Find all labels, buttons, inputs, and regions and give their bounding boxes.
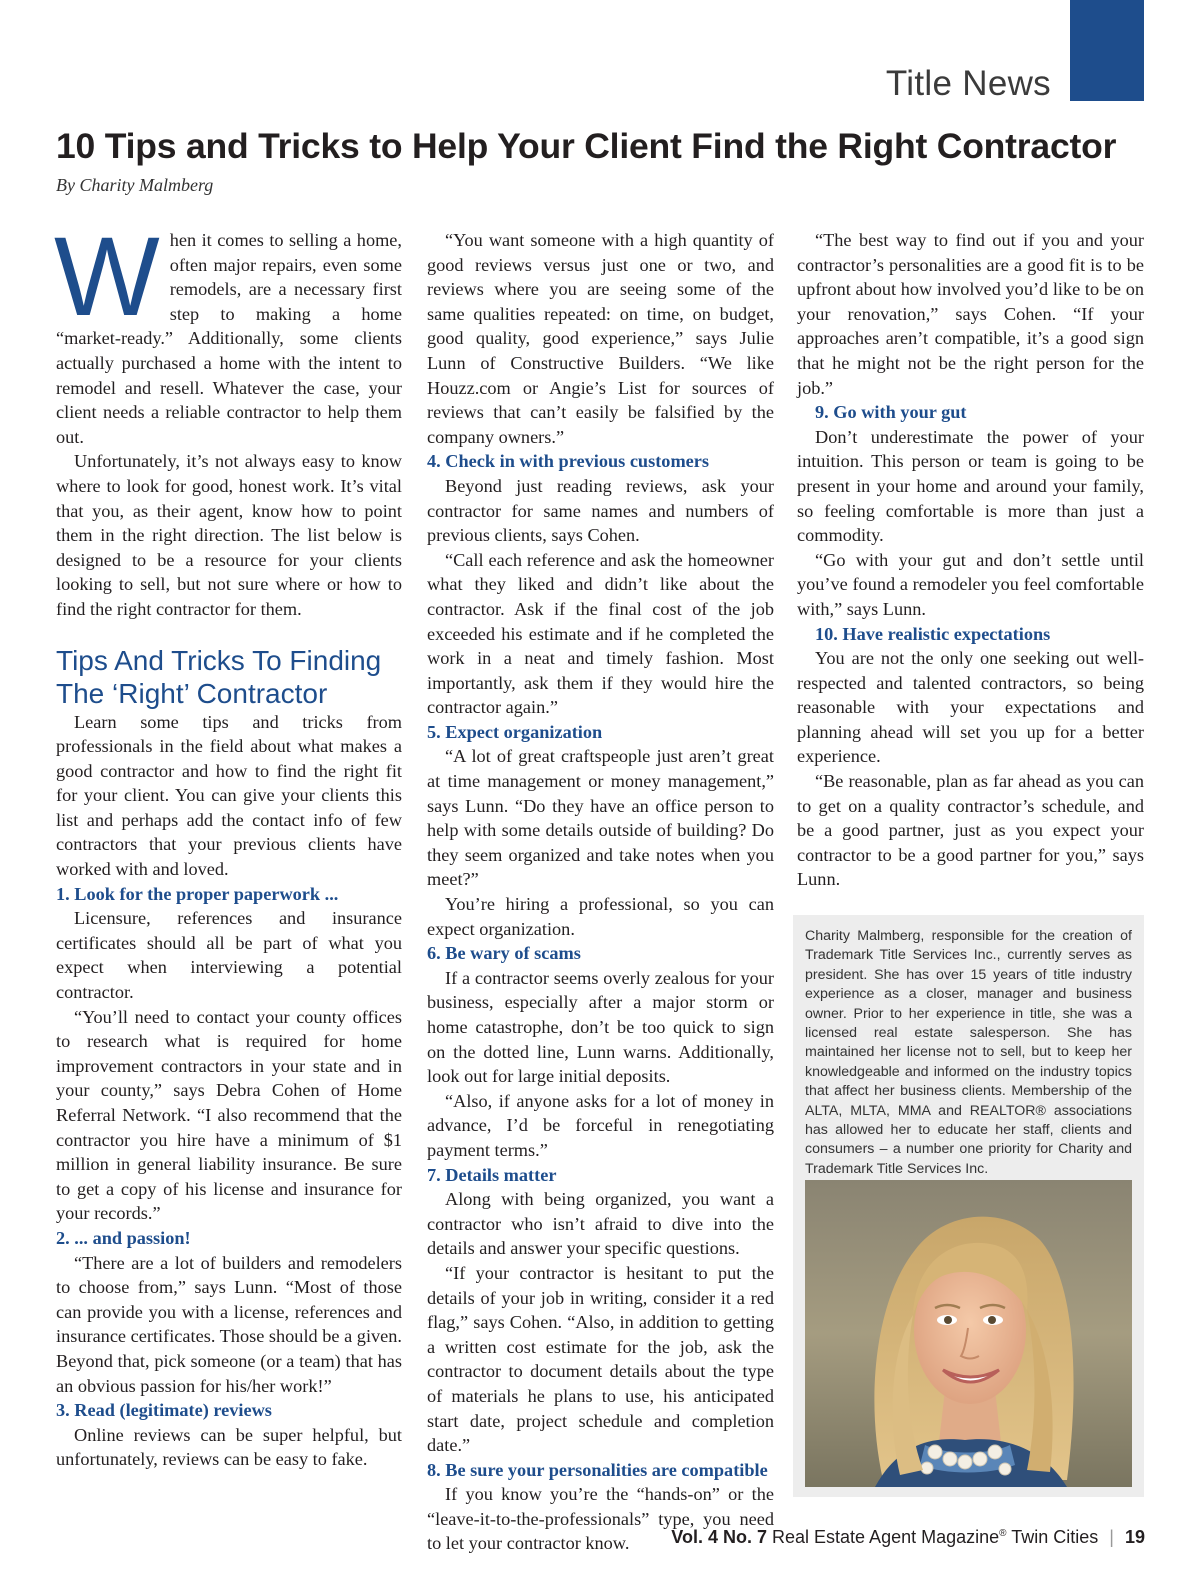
body-paragraph: Beyond just reading reviews, ask your contractor for same names and numbers of previous clients, says Cohen. [427, 475, 774, 546]
body-paragraph: “Also, if anyone asks for a lot of money in advance, I’d be forceful in renegotiating payment terms.” [427, 1090, 774, 1160]
author-bio: Charity Malmberg, responsible for the creation of Trademark Title Services Inc., currently serves as president. She has over 15 years of title industry experience as a closer, manager and business owner. Prior to her experience in title, she was a licensed real estate salesperson. She has maintained her license not to sell, but to keep her knowledgeable and informed on the industry topics that affect her business clients. Membership of the ALTA, MLTA, MMA and REALTOR® associations has allowed her to educate her staff, clients and consumers – a number one priority for Charity and Trademark Title Services Inc. [805, 928, 1132, 1177]
author-photo [805, 1180, 1132, 1487]
body-paragraph: “Call each reference and ask the homeowner what they liked and didn’t like about the contractor. Ask if the final cost of the job exceeded his estimate and if he completed the work in a neat and timely fashion. Most importantly, ask them if they would hire the contractor again.” [427, 549, 774, 718]
body-paragraph: Online reviews can be super helpful, but unfortunately, reviews can be easy to fake. [56, 1424, 402, 1470]
registered-mark: ® [999, 1528, 1007, 1539]
magazine-name: Real Estate Agent Magazine [772, 1527, 1000, 1547]
drop-cap: W [54, 214, 160, 339]
body-paragraph: “You’ll need to contact your county offices to research what is required for home improvement contractors in your state and in your county,” says Debra Cohen of Home Referral Network. “I also recommend that the contractor you hire have a minimum of $1 million in general liability insurance. Be sure to get a copy of his license and insurance for your records.” [56, 1006, 402, 1224]
tip-heading-9: 9. Go with your gut [815, 402, 967, 423]
body-paragraph: “A lot of great craftspeople just aren’t great at time management or money management,” says Lunn. “Do they have an office person to help with some details outside of building? Do they seem organized and take notes when you meet?” [427, 746, 774, 890]
body-paragraph: Licensure, references and insurance certificates should all be part of what you expect when interviewing a potential contractor. [56, 908, 402, 1003]
body-paragraph: “If your contractor is hesitant to put the details of your job in writing, consider it a red flag,” says Cohen. “Also, in addition to getting a written cost estimate for the job, ask the contractor to document details about the type of materials he plans to use, his anticipated start date, project schedule and completion date.” [427, 1262, 774, 1456]
tip-heading-2: 2. ... and passion! [56, 1227, 191, 1248]
body-paragraph: If a contractor seems overly zealous for your business, especially after a major storm or home catastrophe, don’t be too quick to sign on the dotted line, Lunn warns. Additionally, look out for large initial deposits. [427, 967, 774, 1087]
body-paragraph: You’re hiring a professional, so you can expect organization. [427, 894, 774, 939]
intro-paragraph: hen it comes to selling a home, often major repairs, even some remodels, are a necessary first step to making a home “market-ready.” Additionally, some clients actually purchased a home with the intent to remodel and resell. Whatever the case, your client needs a reliable contractor to help them out. [56, 230, 402, 447]
tip-heading-7: 7. Details matter [427, 1164, 557, 1185]
intro-paragraph: Unfortunately, it’s not always easy to know where to look for good, honest work. It’s vital that you, as their agent, know how to point them in the right direction. The list below is designed to be a resource for your clients looking to sell, but not sure where or how to find the right contractor for them. [56, 451, 402, 619]
section-label: Title News [885, 64, 1051, 103]
column-1 [54, 214, 402, 1472]
tip-heading-10: 10. Have realistic expectations [815, 623, 1051, 644]
body-paragraph: “Be reasonable, plan as far ahead as you can to get on a quality contractor’s schedule, and be a good partner, just as you expect your contractor to be a good partner for you,” says Lunn. [797, 771, 1144, 890]
section-color-tab [1070, 0, 1144, 101]
region-name: Twin Cities [1011, 1527, 1099, 1547]
body-paragraph: You are not the only one seeking out well-respected and talented contractors, so being reasonable with your expectations and planning ahead will set you up for a better experience. [797, 648, 1144, 767]
column-2 [427, 228, 774, 1556]
tip-heading-6: 6. Be wary of scams [427, 943, 581, 964]
issue-number: Vol. 4 No. 7 [671, 1527, 767, 1547]
footer-separator: | [1109, 1527, 1114, 1547]
body-paragraph: “The best way to find out if you and your contractor’s personalities are a good fit is to be upfront about how involved you’d like to be on your renovation,” says Cohen. “If your approaches aren’t compatible, it’s a good sign that he might not be the right person for the job.” [797, 230, 1144, 398]
section-subhead: Tips And Tricks To Finding The ‘Right’ Contractor [56, 644, 382, 709]
page-number: 19 [1124, 1527, 1145, 1547]
body-paragraph: Learn some tips and tricks from professionals in the field about what makes a good contractor and how to find the right fit for your client. You can give your clients this list and perhaps add the contact info of few contractors that your previous clients have worked with and loved. [56, 711, 402, 880]
tip-heading-1: 1. Look for the proper paperwork ... [56, 883, 339, 904]
page-footer [671, 1527, 1145, 1548]
body-paragraph: “Go with your gut and don’t settle until you’ve found a remodeler you feel comfortable with,” says Lunn. [797, 549, 1144, 619]
tip-heading-5: 5. Expect organization [427, 721, 603, 742]
body-paragraph: “There are a lot of builders and remodelers to choose from,” says Lunn. “Most of those can provide you with a license, references and insurance certificates. Those should be a given. Beyond that, pick someone (or a team) that has an obvious passion for his/her work!” [56, 1252, 402, 1396]
body-paragraph: If you know you’re the “hands-on” or the “leave-it-to-the-professionals” type, you need to let your contractor know. [427, 1484, 774, 1554]
byline: By Charity Malmberg [56, 175, 214, 195]
body-paragraph: Don’t underestimate the power of your intuition. This person or team is going to be present in your home and around your family, so feeling comfortable is more than just a commodity. [797, 426, 1144, 546]
tip-heading-3: 3. Read (legitimate) reviews [56, 1400, 272, 1421]
body-paragraph: “You want someone with a high quantity of good reviews versus just one or two, and reviews where you are seeing some of the same qualities repeated: on time, on budget, good quality, good experience,” says Julie Lunn of Constructive Builders. “We like Houzz.com or Angie’s List for sources of reviews that can’t easily be falsified by the company owners.” [427, 230, 774, 447]
author-bio-box [793, 915, 1144, 1497]
tip-heading-4: 4. Check in with previous customers [427, 451, 710, 472]
article-headline: 10 Tips and Tricks to Help Your Client Find the Right Contractor [56, 126, 1117, 166]
body-paragraph: Along with being organized, you want a contractor who isn’t afraid to dive into the details and answer your specific questions. [427, 1189, 774, 1259]
tip-heading-8: 8. Be sure your personalities are compatible [427, 1459, 768, 1480]
column-3 [797, 228, 1144, 892]
